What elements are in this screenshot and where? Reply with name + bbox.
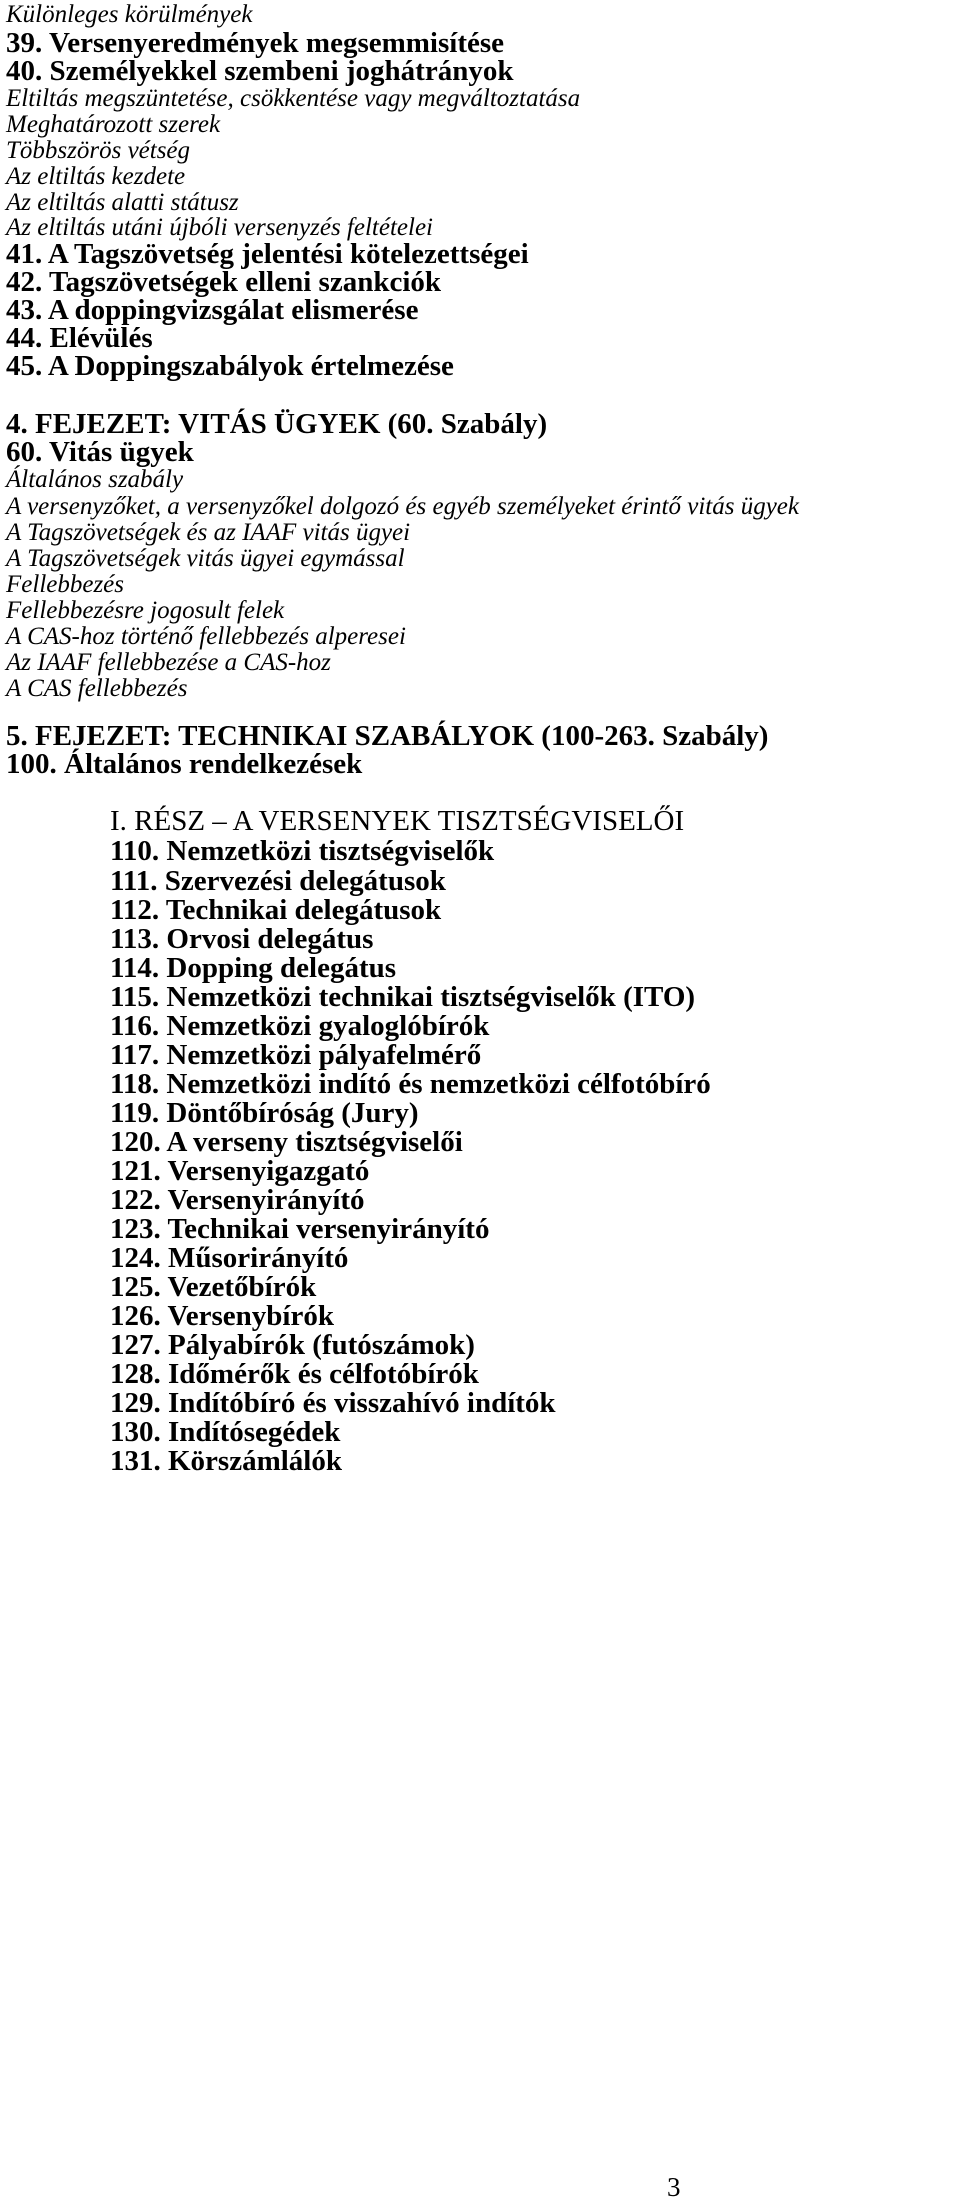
toc-entry: 129. Indítóbíró és visszahívó indítók xyxy=(110,1387,556,1419)
toc-entry: Fellebbezés xyxy=(6,571,125,598)
toc-entry: Többszörös vétség xyxy=(6,137,191,164)
toc-entry: Különleges körülmények xyxy=(6,1,253,28)
toc-entry: 44. Elévülés xyxy=(6,322,153,354)
toc-entry: 100. Általános rendelkezések xyxy=(6,748,363,780)
toc-entry: 43. A doppingvizsgálat elismerése xyxy=(6,294,419,326)
part-heading: I. RÉSZ – A VERSENYEK TISZTSÉGVISELŐI xyxy=(110,805,685,837)
toc-entry: 60. Vitás ügyek xyxy=(6,436,194,468)
toc-entry: Az eltiltás alatti státusz xyxy=(6,189,239,216)
toc-entry: Fellebbezésre jogosult felek xyxy=(6,597,285,624)
toc-entry: 119. Döntőbíróság (Jury) xyxy=(110,1097,419,1129)
toc-entry: 114. Dopping delegátus xyxy=(110,952,397,984)
toc-entry: 128. Időmérők és célfotóbírók xyxy=(110,1358,479,1390)
toc-entry: 118. Nemzetközi indító és nemzetközi célfotóbíró xyxy=(110,1068,711,1100)
toc-entry: 122. Versenyirányító xyxy=(110,1184,365,1216)
toc-entry: 111. Szervezési delegátusok xyxy=(110,865,446,897)
toc-entry: 42. Tagszövetségek elleni szankciók xyxy=(6,266,442,298)
toc-entry: 127. Pályabírók (futószámok) xyxy=(110,1329,475,1361)
toc-entry: 45. A Doppingszabályok értelmezése xyxy=(6,350,454,382)
toc-entry: Az IAAF fellebbezése a CAS-hoz xyxy=(6,649,331,676)
toc-entry: Az eltiltás kezdete xyxy=(6,163,186,190)
toc-entry: 123. Technikai versenyirányító xyxy=(110,1213,490,1245)
toc-entry: Általános szabály xyxy=(6,466,184,493)
toc-entry: 117. Nemzetközi pályafelmérő xyxy=(110,1039,482,1071)
toc-entry: 40. Személyekkel szembeni joghátrányok xyxy=(6,55,514,87)
toc-entry: 110. Nemzetközi tisztségviselők xyxy=(110,835,495,867)
toc-entry: A versenyzőket, a versenyzőkel dolgozó és egyéb személyeket érintő vitás ügyek xyxy=(6,493,799,520)
toc-entry: 126. Versenybírók xyxy=(110,1300,334,1332)
toc-entry: 112. Technikai delegátusok xyxy=(110,894,442,926)
chapter-heading: 5. FEJEZET: TECHNIKAI SZABÁLYOK (100-263. Szabály) xyxy=(6,720,769,752)
chapter-heading: 4. FEJEZET: VITÁS ÜGYEK (60. Szabály) xyxy=(6,408,548,440)
toc-entry: A Tagszövetségek és az IAAF vitás ügyei xyxy=(6,519,411,546)
toc-entry: 115. Nemzetközi technikai tisztségviselők (ITO) xyxy=(110,981,696,1013)
toc-entry: Meghatározott szerek xyxy=(6,111,221,138)
toc-entry: A Tagszövetségek vitás ügyei egymással xyxy=(6,545,405,572)
toc-entry: 39. Versenyeredmények megsemmisítése xyxy=(6,27,504,59)
page-number: 3 xyxy=(667,2172,681,2202)
toc-entry: 125. Vezetőbírók xyxy=(110,1271,317,1303)
toc-entry: Eltiltás megszüntetése, csökkentése vagy megváltoztatása xyxy=(6,85,581,112)
toc-entry: 41. A Tagszövetség jelentési kötelezettségei xyxy=(6,238,529,270)
toc-entry: 113. Orvosi delegátus xyxy=(110,923,374,955)
toc-entry: 131. Körszámlálók xyxy=(110,1445,342,1477)
toc-entry: 124. Műsorirányító xyxy=(110,1242,349,1274)
toc-entry: 116. Nemzetközi gyaloglóbírók xyxy=(110,1010,490,1042)
toc-entry: 130. Indítósegédek xyxy=(110,1416,341,1448)
toc-entry: Az eltiltás utáni újbóli versenyzés feltételei xyxy=(6,214,433,241)
toc-entry: A CAS fellebbezés xyxy=(6,675,188,702)
toc-entry: 121. Versenyigazgató xyxy=(110,1155,370,1187)
toc-entry: 120. A verseny tisztségviselői xyxy=(110,1126,463,1158)
toc-entry: A CAS-hoz történő fellebbezés alperesei xyxy=(6,623,406,650)
